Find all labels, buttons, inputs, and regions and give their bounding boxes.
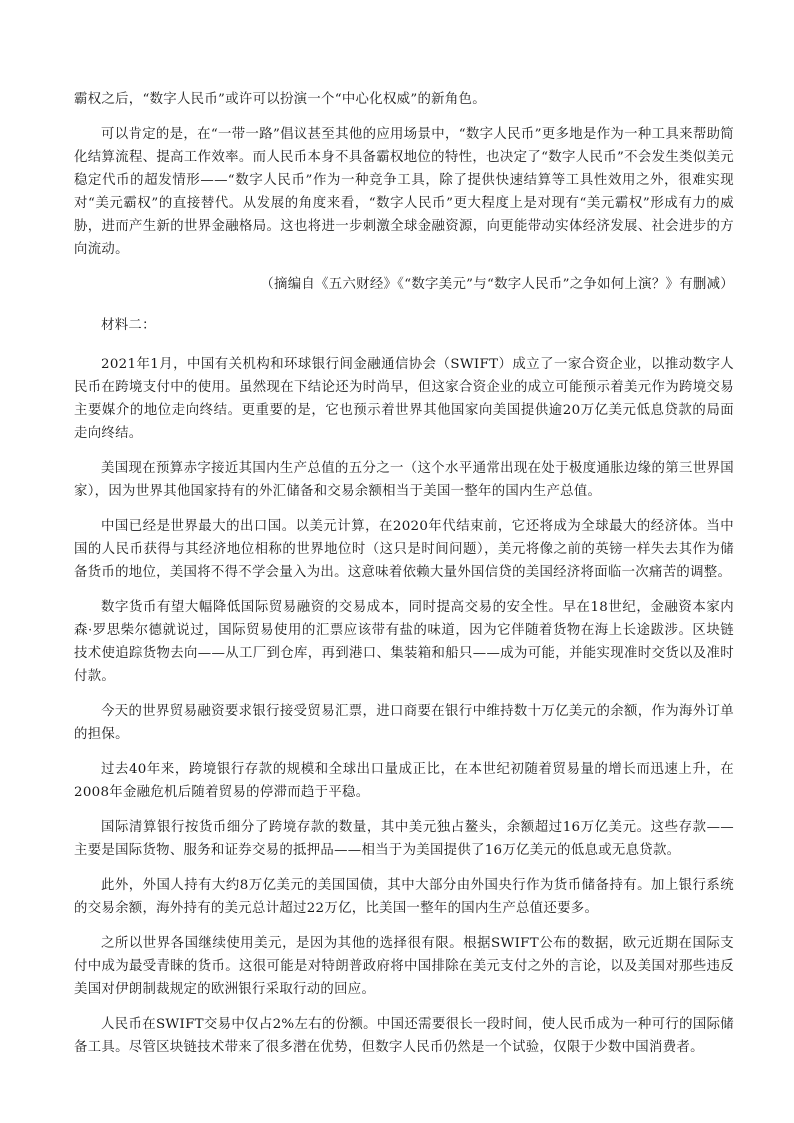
paragraph-5: 数字货币有望大幅降低国际贸易融资的交易成本，同时提高交易的安全性。早在18世纪，金融资本家内森·罗思柴尔德就说过，国际贸易使用的汇票应该带有盐的味道，因为它伴随着货物在海上长途跋涉。区块链技术使追踪货物去向——从工厂到仓库，再到港口、集装箱和船只——成为可能，并能实现准时交货以及准时付款。 xyxy=(74,600,734,684)
paragraph-9: 此外，外国人持有大约8万亿美元的美国国债，其中大部分由外国央行作为货币储备持有。加上银行系统的交易余额，海外持有的美元总计超过22万亿，比美国一整年的国内生产总值还要多。 xyxy=(74,878,734,916)
material-two-heading: 材料二： xyxy=(101,318,156,333)
paragraph-7: 过去40年来，跨境银行存款的规模和全球出口量成正比，在本世纪初随着贸易量的增长而迅速上升，在2008年金融危机后随着贸易的停滞而趋于平稳。 xyxy=(74,762,734,800)
paragraph-continued: 霸权之后，“数字人民币”或许可以扮演一个“中心化权威”的新角色。 xyxy=(74,92,486,107)
document-body xyxy=(74,88,734,1071)
paragraph-10: 之所以世界各国继续使用美元，是因为其他的选择很有限。根据SWIFT公布的数据，欧元近期在国际支付中成为最受青睐的货币。这很可能是对特朗普政府将中国排除在美元支付之外的言论，以及美国对那些违反美国对伊朗制裁规定的欧洲银行采取行动的回应。 xyxy=(74,936,734,997)
paragraph-8: 国际清算银行按货币细分了跨境存款的数量，其中美元独占鳌头，余额超过16万亿美元。这些存款——主要是国际货物、服务和证券交易的抵押品——相当于为美国提供了16万亿美元的低息或无息贷款。 xyxy=(74,820,734,858)
paragraph-2: 2021年1月，中国有关机构和环球银行间金融通信协会（SWIFT）成立了一家合资企业，以推动数字人民币在跨境支付中的使用。虽然现在下结论还为时尚早，但这家合资企业的成立可能预示着美元作为跨境交易主要媒介的地位走向终结。更重要的是，它也预示着世界其他国家向美国提供逾20万亿美元低息贷款的局面走向终结。 xyxy=(74,357,734,441)
paragraph-4: 中国已经是世界最大的出口国。以美元计算，在2020年代结束前，它还将成为全球最大的经济体。当中国的人民币获得与其经济地位相称的世界地位时（这只是时间问题），美元将像之前的英镑一样失去其作为储备货币的地位，美国将不得不学会量入为出。这意味着依赖大量外国信贷的美国经济将面临一次痛苦的调整。 xyxy=(74,519,734,580)
paragraph-3: 美国现在预算赤字接近其国内生产总值的五分之一（这个水平通常出现在处于极度通胀边缘的第三世界国家），因为世界其他国家持有的外汇储备和交易余额相当于美国一整年的国内生产总值。 xyxy=(74,461,734,499)
paragraph-11: 人民币在SWIFT交易中仅占2%左右的份额。中国还需要很长一段时间，使人民币成为一种可行的国际储备工具。尽管区块链技术带来了很多潜在优势，但数字人民币仍然是一个试验，仅限于少数中国消费者。 xyxy=(74,1017,734,1055)
paragraph-6: 今天的世界贸易融资要求银行接受贸易汇票，进口商要在银行中维持数十万亿美元的余额，作为海外订单的担保。 xyxy=(74,704,734,742)
paragraph-1: 可以肯定的是，在“一带一路”倡议甚至其他的应用场景中，“数字人民币”更多地是作为一种工具来帮助简化结算流程、提高工作效率。而人民币本身不具备霸权地位的特性，也决定了“数字人民币”不会发生类似美元稳定代币的超发情形——“数字人民币”作为一种竞争工具，除了提供快速结算等工具性效用之外，很难实现对“美元霸权”的直接替代。从发展的角度来看，“数字人民币”更大程度上是对现有“美元霸权”形成有力的威胁，进而产生新的世界金融格局。这也将进一步刺激全球金融资源，向更能带动实体经济发展、社会进步的方向流动。 xyxy=(74,127,734,257)
source-citation: （摘编自《五六财经》《“数字美元”与“数字人民币”之争如何上演？》有删减） xyxy=(260,277,734,292)
